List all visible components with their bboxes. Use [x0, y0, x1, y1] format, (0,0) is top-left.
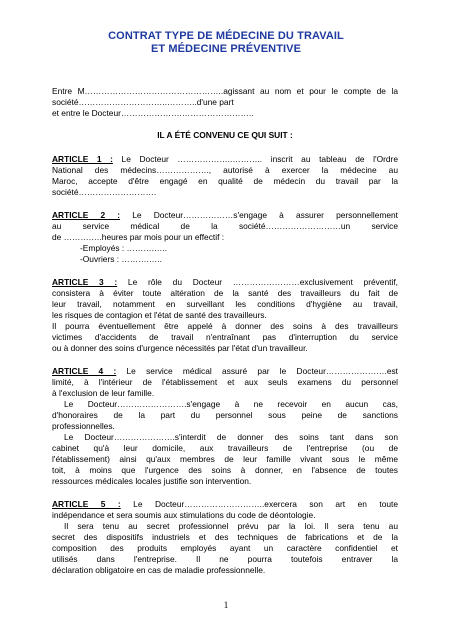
article-4-para-2-line: Le Docteur…………………….s'engage à ne recevoir en aucun cas,	[64, 399, 398, 409]
article-3-line: leur travail, notamment en surveillant les conditions d'hygiène au travail,	[52, 299, 398, 309]
article-3-label: ARTICLE 3 :	[52, 277, 118, 287]
article-5-label: ARTICLE 5 :	[52, 499, 121, 509]
article-5-para-2-line: composition des produits employés ayant un caractère confidentiel et	[52, 543, 398, 553]
article-3-line: ou à donner des soins d'urgence nécessités par l'état d'un travailleur.	[52, 343, 308, 353]
article-4-line: limité, à l'intérieur de l'établissement et aux seuls examens du personnel	[52, 377, 398, 387]
document-title-line-1: CONTRAT TYPE DE MÉDECINE DU TRAVAIL	[108, 30, 344, 42]
document-title-line-2: ET MÉDECINE PRÉVENTIVE	[150, 43, 302, 55]
intro-line: et entre le Docteur………………….……………………..	[52, 108, 254, 118]
article-4-text: Le service médical assuré par le Docteur………………….est	[116, 366, 398, 376]
intro-line: société…………………………..………..d'une part	[52, 97, 234, 107]
article-3-line: les risques de contagion et l'état de santé des travailleurs.	[52, 310, 267, 320]
article-1-line: National des médecins………………., autorisé à exercer la médecine au	[52, 165, 398, 175]
convenu-heading: IL A ÉTÉ CONVENU CE QUI SUIT :	[157, 130, 293, 140]
article-3-first-line	[52, 277, 398, 288]
article-4-para-3-line: toit, à moins que l'urgence des soins à donner, en l'absence de toutes	[52, 465, 398, 475]
article-3-line: consistera à éviter toute altération de la santé des travailleurs du fait de	[52, 288, 398, 298]
article-5-para-2-line: secret des dispositifs industriels et des techniques de fabrications et de la	[52, 532, 398, 542]
article-1-line: société……………………….	[52, 187, 157, 197]
intro-line: Entre M…………………………………………..agissant au nom et pour le compte de la	[52, 86, 398, 96]
article-2-label: ARTICLE 2 :	[52, 210, 121, 220]
article-2-line: de ……….….heures par mois pour un effectif :	[52, 232, 225, 242]
article-1-line: Maroc, accepte d'être engagé en qualité de médecin du travail par la	[52, 176, 398, 186]
article-4-para-2-line: d'honoraires de la part du personnel sous peine de sanctions	[52, 410, 398, 420]
article-3-line: Il pourra éventuellement être appelé à donner des soins à des travailleurs	[52, 321, 398, 331]
article-4-para-3-line: l'établissement) ainsi qu'aux membres de leur famille vivant sous le même	[52, 454, 398, 464]
page-number: 1	[223, 600, 229, 610]
article-2-list-item: -Ouvriers : ……….…..	[80, 254, 162, 264]
article-2-line: au service médical de la société………………………un service	[52, 221, 398, 231]
article-5-para-2-line: déclaration obligatoire en cas de maladie professionnelle.	[52, 565, 266, 575]
article-5-para-2-line: Il sera tenu au secret professionnel prévu par la loi. Il sera tenu au	[64, 521, 398, 531]
article-5-first-line	[52, 499, 398, 510]
article-1-first-line	[52, 154, 398, 165]
article-3-line: victimes d'accidents de travail n'entraînant pas d'interruption du service	[52, 332, 398, 342]
article-2-first-line	[52, 210, 398, 221]
article-4-line: à l'exclusion de leur famille.	[52, 388, 155, 398]
article-1-text: Le Docteur ………………..……….. inscrit au tableau de l'Ordre	[112, 154, 398, 164]
article-1-label: ARTICLE 1 :	[52, 154, 113, 164]
article-3-text: Le rôle du Docteur ……………………exclusivement préventif,	[117, 277, 398, 287]
article-5-para-2-line: utilisés dans l'entreprise. Il ne pourra toutefois entraver la	[52, 554, 398, 564]
article-4-para-3-line: Le Docteur………………….s'interdit de donner des soins tant dans son	[64, 432, 398, 442]
article-4-para-3-line: ressources médicales locales justifie son intervention.	[52, 476, 252, 486]
article-4-label: ARTICLE 4 :	[52, 366, 117, 376]
article-4-first-line	[52, 366, 398, 377]
article-4-para-2-line: professionnelles.	[52, 421, 115, 431]
article-5-text: Le Docteur………………………..exercera son art en toute	[120, 499, 398, 509]
article-5-line: indépendance et sera soumis aux stimulations du code de déontologie.	[52, 510, 316, 520]
article-2-text: Le Docteur………………s'engage à assurer personnellement	[120, 210, 398, 220]
article-2-list-item: -Employés : ……….…..	[80, 243, 168, 253]
article-4-para-3-line: cabinet qu'à leur domicile, aux travailleurs de l'entreprise (ou de	[52, 443, 398, 453]
